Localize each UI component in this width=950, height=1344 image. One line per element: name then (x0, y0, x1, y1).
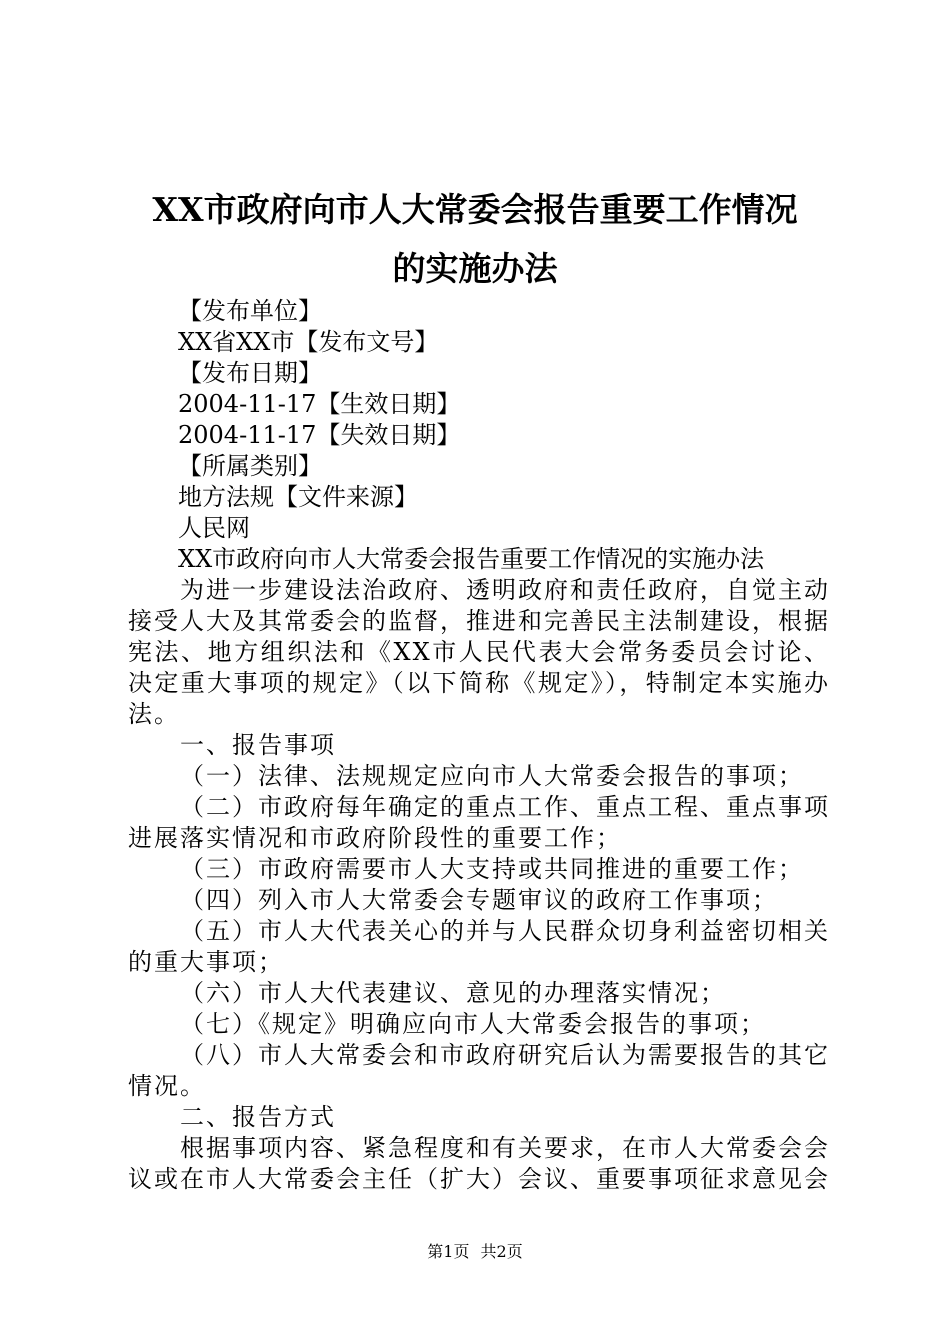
list-item: （二）市政府每年确定的重点工作、重点工程、重点事项进展落实情况和市政府阶段性的重要工作； (128, 793, 830, 852)
meta-publisher-value: XX省XX市【发布文号】 (178, 328, 439, 356)
page-total: 共2页 (480, 1242, 523, 1261)
document-title-line-1: XX市政府向市人大常委会报告重要工作情况 (152, 190, 798, 229)
list-item: （四）列入市人大常委会专题审议的政府工作事项； (180, 886, 778, 914)
list-item: （一）法律、法规规定应向市人大常委会报告的事项； (180, 762, 804, 790)
meta-document-name: XX市政府向市人大常委会报告重要工作情况的实施办法 (178, 545, 765, 573)
meta-publisher-label: 【发布单位】 (178, 297, 322, 325)
section-heading-report-method: 二、报告方式 (180, 1103, 336, 1131)
meta-source-value: 人民网 (178, 514, 250, 542)
document-body (128, 296, 830, 1195)
document-title-line-2: 的实施办法 (392, 249, 558, 288)
meta-publish-date-label: 【发布日期】 (178, 359, 322, 387)
meta-effective-date: 2004-11-17【生效日期】 (178, 390, 461, 418)
meta-category-value: 地方法规【文件来源】 (178, 483, 418, 511)
paragraph-report-method: 根据事项内容、紧急程度和有关要求，在市人大常委会会议或在市人大常委会主任（扩大）会议、重要事项征求意见会 (128, 1134, 830, 1193)
list-item: （八）市人大常委会和市政府研究后认为需要报告的其它情况。 (128, 1041, 830, 1100)
list-item: （三）市政府需要市人大支持或共同推进的重要工作； (180, 855, 804, 883)
page-number: 第1页 (427, 1242, 470, 1261)
meta-category-label: 【所属类别】 (178, 452, 322, 480)
section-heading-report-items: 一、报告事项 (180, 731, 336, 759)
meta-expiry-date: 2004-11-17【失效日期】 (178, 421, 461, 449)
list-item: （六）市人大代表建议、意见的办理落实情况； (180, 979, 726, 1007)
list-item: （五）市人大代表关心的并与人民群众切身利益密切相关的重大事项； (128, 917, 830, 976)
paragraph-preamble: 为进一步建设法治政府、透明政府和责任政府，自觉主动接受人大及其常委会的监督，推进和完善民主法制建设，根据宪法、地方组织法和《XX市人民代表大会常务委员会讨论、决定重大事项的规定》（以下简称《规定》），特制定本实施办法。 (128, 576, 830, 728)
list-item: （七）《规定》明确应向市人大常委会报告的事项； (180, 1010, 766, 1038)
page-footer (0, 1242, 950, 1262)
